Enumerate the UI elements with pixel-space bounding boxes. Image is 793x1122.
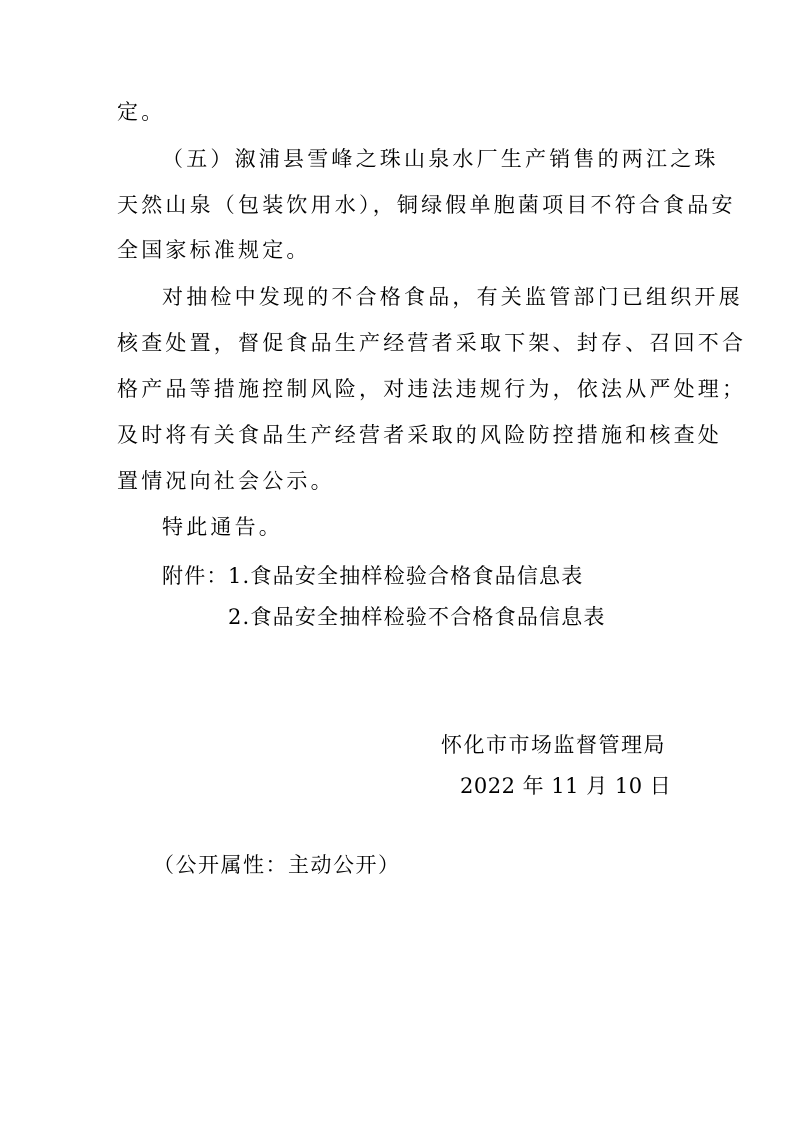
attachment-item: 1.食品安全抽样检验合格食品信息表: [228, 564, 584, 588]
signature-date: 2022 年 11 月 10 日: [460, 774, 672, 798]
paragraph-line: 天然山泉（包装饮用水），铜绿假单胞菌项目不符合食品安: [117, 193, 736, 217]
paragraph-line: 核查处置，督促食品生产经营者采取下架、封存、召回不合: [117, 331, 747, 355]
paragraph-line: 对抽检中发现的不合格食品，有关监管部门已组织开展: [162, 285, 743, 309]
paragraph-line: 置情况向社会公示。: [117, 469, 335, 493]
signature-organization: 怀化市市场监督管理局: [441, 733, 666, 757]
paragraph-line: 全国家标准规定。: [117, 238, 311, 262]
paragraph-line: 格产品等措施控制风险，对违法违规行为，依法从严处理；: [117, 377, 747, 401]
attachment-item: 2.食品安全抽样检验不合格食品信息表: [228, 605, 606, 629]
paragraph-line: 及时将有关食品生产经营者采取的风险防控措施和核查处: [117, 423, 722, 447]
paragraph-line: 定。: [117, 100, 166, 124]
disclosure-attribute: （公开属性：主动公开）: [153, 853, 401, 877]
paragraph-line: 特此通告。: [162, 515, 283, 539]
attachments-label: 附件：: [162, 564, 229, 588]
paragraph-line: （五）溆浦县雪峰之珠山泉水厂生产销售的两江之珠: [162, 147, 719, 171]
